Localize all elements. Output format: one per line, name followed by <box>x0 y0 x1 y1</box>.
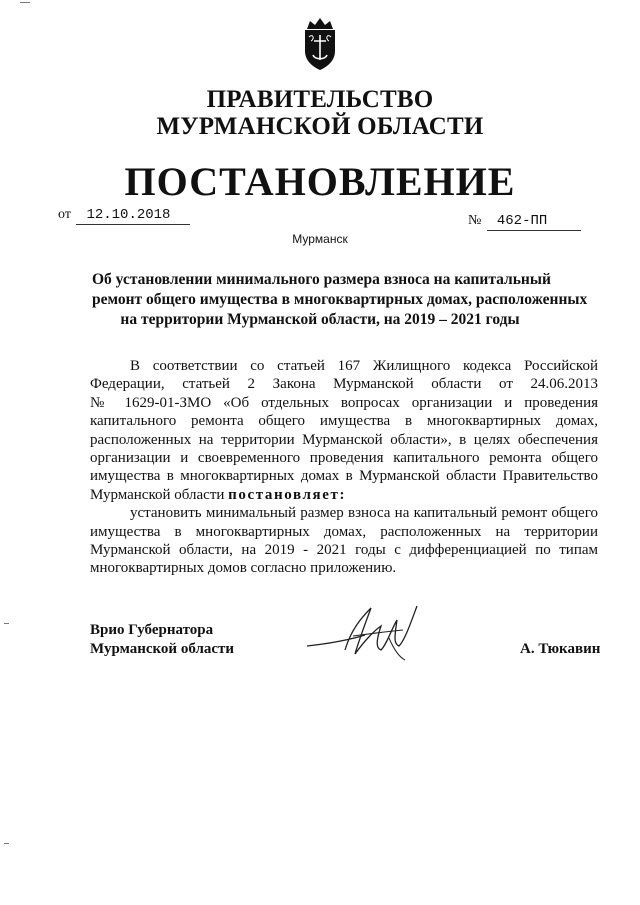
document-body <box>90 357 598 578</box>
issue-city: Мурманск <box>292 232 348 246</box>
body-line: имущества в многоквартирных домах в Мурманской области Правительство <box>90 468 598 485</box>
signatory-name: А. Тюкавин <box>520 641 601 657</box>
date-prefix: от <box>58 207 71 222</box>
body-line: капитального ремонта общего имущества в многоквартирных домах, <box>90 413 598 430</box>
document-subject <box>92 270 588 330</box>
murmansk-coat-of-arms-icon <box>301 15 339 71</box>
scan-margin-mark <box>4 843 9 844</box>
decree-word: постановляет: <box>228 486 347 503</box>
body-line: № 1629-01-ЗМО «Об отдельных вопросах организации и проведения <box>90 394 598 411</box>
resolution-line: установить минимальный размер взноса на капитальный ремонт общего <box>130 505 598 522</box>
resolution-line: имущества в многоквартирных домах, расположенных на территории <box>90 523 598 540</box>
body-line: В соответствии со статьей 167 Жилищного кодекса Российской <box>130 358 598 374</box>
handwritten-signature <box>305 600 435 662</box>
body-line: расположенных на территории Мурманской области», в целях обеспечения <box>90 431 598 448</box>
subject-line: Об установлении минимального размера взноса на капитальный <box>92 271 551 288</box>
number-prefix: № <box>468 213 482 228</box>
body-line: организации и своевременного проведения капитального ремонта общего <box>90 449 598 466</box>
scan-margin-mark <box>4 623 9 624</box>
document-date <box>58 206 190 225</box>
signatory-title-line2: Мурманской области <box>90 641 235 657</box>
document-type-title: ПОСТАНОВЛЕНИЕ <box>124 159 516 204</box>
document-number <box>468 212 581 231</box>
number-value: 462-ПП <box>487 212 581 231</box>
resolution-line: многоквартирных домов согласно приложению. <box>90 560 397 577</box>
organization-name-line1: ПРАВИТЕЛЬСТВО <box>206 86 434 113</box>
subject-line: ремонт общего имущества в многоквартирных домах, расположенных <box>92 291 588 308</box>
decree-lead: Мурманской области <box>90 486 225 503</box>
subject-line: на территории Мурманской области, на 2019 – 2021 годы <box>120 311 520 328</box>
signatory-title-line1: Врио Губернатора <box>90 622 214 638</box>
decree-line <box>90 486 598 504</box>
body-line: Федерации, статьей 2 Закона Мурманской области от 24.06.2013 <box>90 376 598 393</box>
scan-margin-mark <box>20 2 30 3</box>
organization-name-line2: МУРМАНСКОЙ ОБЛАСТИ <box>156 113 484 140</box>
date-value: 12.10.2018 <box>76 206 190 225</box>
resolution-line: Мурманской области, на 2019 - 2021 годы с дифференциацией по типам <box>90 541 598 558</box>
signatory-title <box>90 621 234 659</box>
